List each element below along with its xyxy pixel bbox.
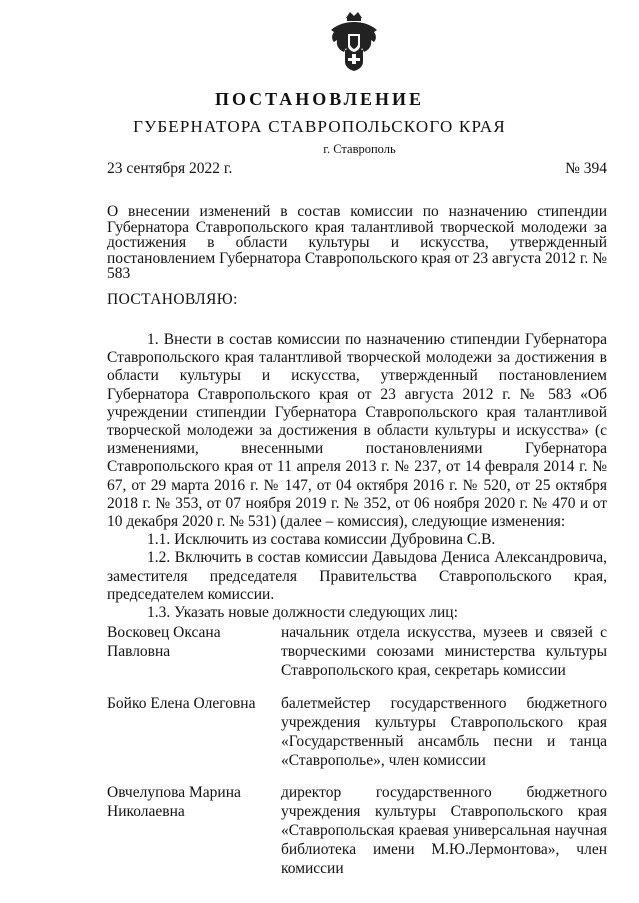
resolve-heading: ПОСТАНОВЛЯЮ: — [107, 291, 238, 308]
document-type-title: ПОСТАНОВЛЕНИЕ — [214, 89, 425, 109]
paragraph-1-3: 1.3. Указать новые должности следующих лиц: — [147, 604, 458, 622]
member-name: Бойко Елена Олеговна — [107, 695, 256, 712]
issuer-subtitle: ГУБЕРНАТОРА СТАВРОПОЛЬСКОГО КРАЯ — [133, 117, 506, 136]
paragraph-1-2: 1.2. Включить в состав комиссии Давыдова Дениса Александровича, заместителя председателя Правительства Ставропольского края, председателем комиссии. — [107, 549, 607, 603]
document-date: 23 сентября 2022 г. — [107, 160, 233, 177]
city-label: г. Ставрополь — [323, 142, 396, 156]
paragraph-1-1: 1.1. Исключить из состава комиссии Дубровина С.В. — [147, 531, 496, 549]
paragraph-1: 1. Внести в состав комиссии по назначению стипендии Губернатора Ставропольского края талантливой творческой молодежи за достижения в области культуры и искусства, утвержденный постановлением Губернатора Ставропольского края от 23 августа 2012 г. № 583 «Об учреждении стипендии Губернатора Ставропольского края талантливой творческой молодежи за достижения в области культуры и искусства» (с изменениями, внесенными постановлениями Губернатора Ставропольского края от 11 апреля 2013 г. № 237, от 14 февраля 2014 г. № 67, от 29 марта 2016 г. № 147, от 04 октября 2016 г. № 520, от 25 октября 2018 г. № 353, от 07 ноября 2019 г. № 352, от 06 ноября 2020 г. № 470 и от 10 декабря 2020 г. № 531) (далее – комиссия), следующие изменения: — [107, 331, 607, 531]
body-text — [107, 331, 607, 622]
member-position: начальник отдела искусства, музеев и связей с творческими союзами министерства культуры Ставропольского края, секретарь комиссии — [281, 624, 607, 679]
member-name: Овчелупова Марина Николаевна — [107, 784, 241, 820]
member-position: директор государственного бюджетного учреждения культуры Ставропольского края «Ставропольская краевая универсальная научная библиотека имени М.Ю.Лермонтова», член комиссии — [281, 784, 607, 877]
document-subject: О внесении изменений в состав комиссии по назначению стипендии Губернатора Ставропольского края талантливой творческой молодежи за достижения в области культуры и искусства, утвержденный постановлением Губернатора Ставропольского края от 23 августа 2012 г. № 583 — [107, 203, 607, 282]
document-number: № 394 — [565, 160, 607, 177]
member-name: Восковец Оксана Павловна — [107, 624, 221, 660]
coat-of-arms-emblem — [328, 10, 380, 72]
member-position: балетмейстер государственного бюджетного учреждения культуры Ставропольского края «Государственный ансамбль песни и танца «Ставрополье», член комиссии — [281, 695, 607, 769]
